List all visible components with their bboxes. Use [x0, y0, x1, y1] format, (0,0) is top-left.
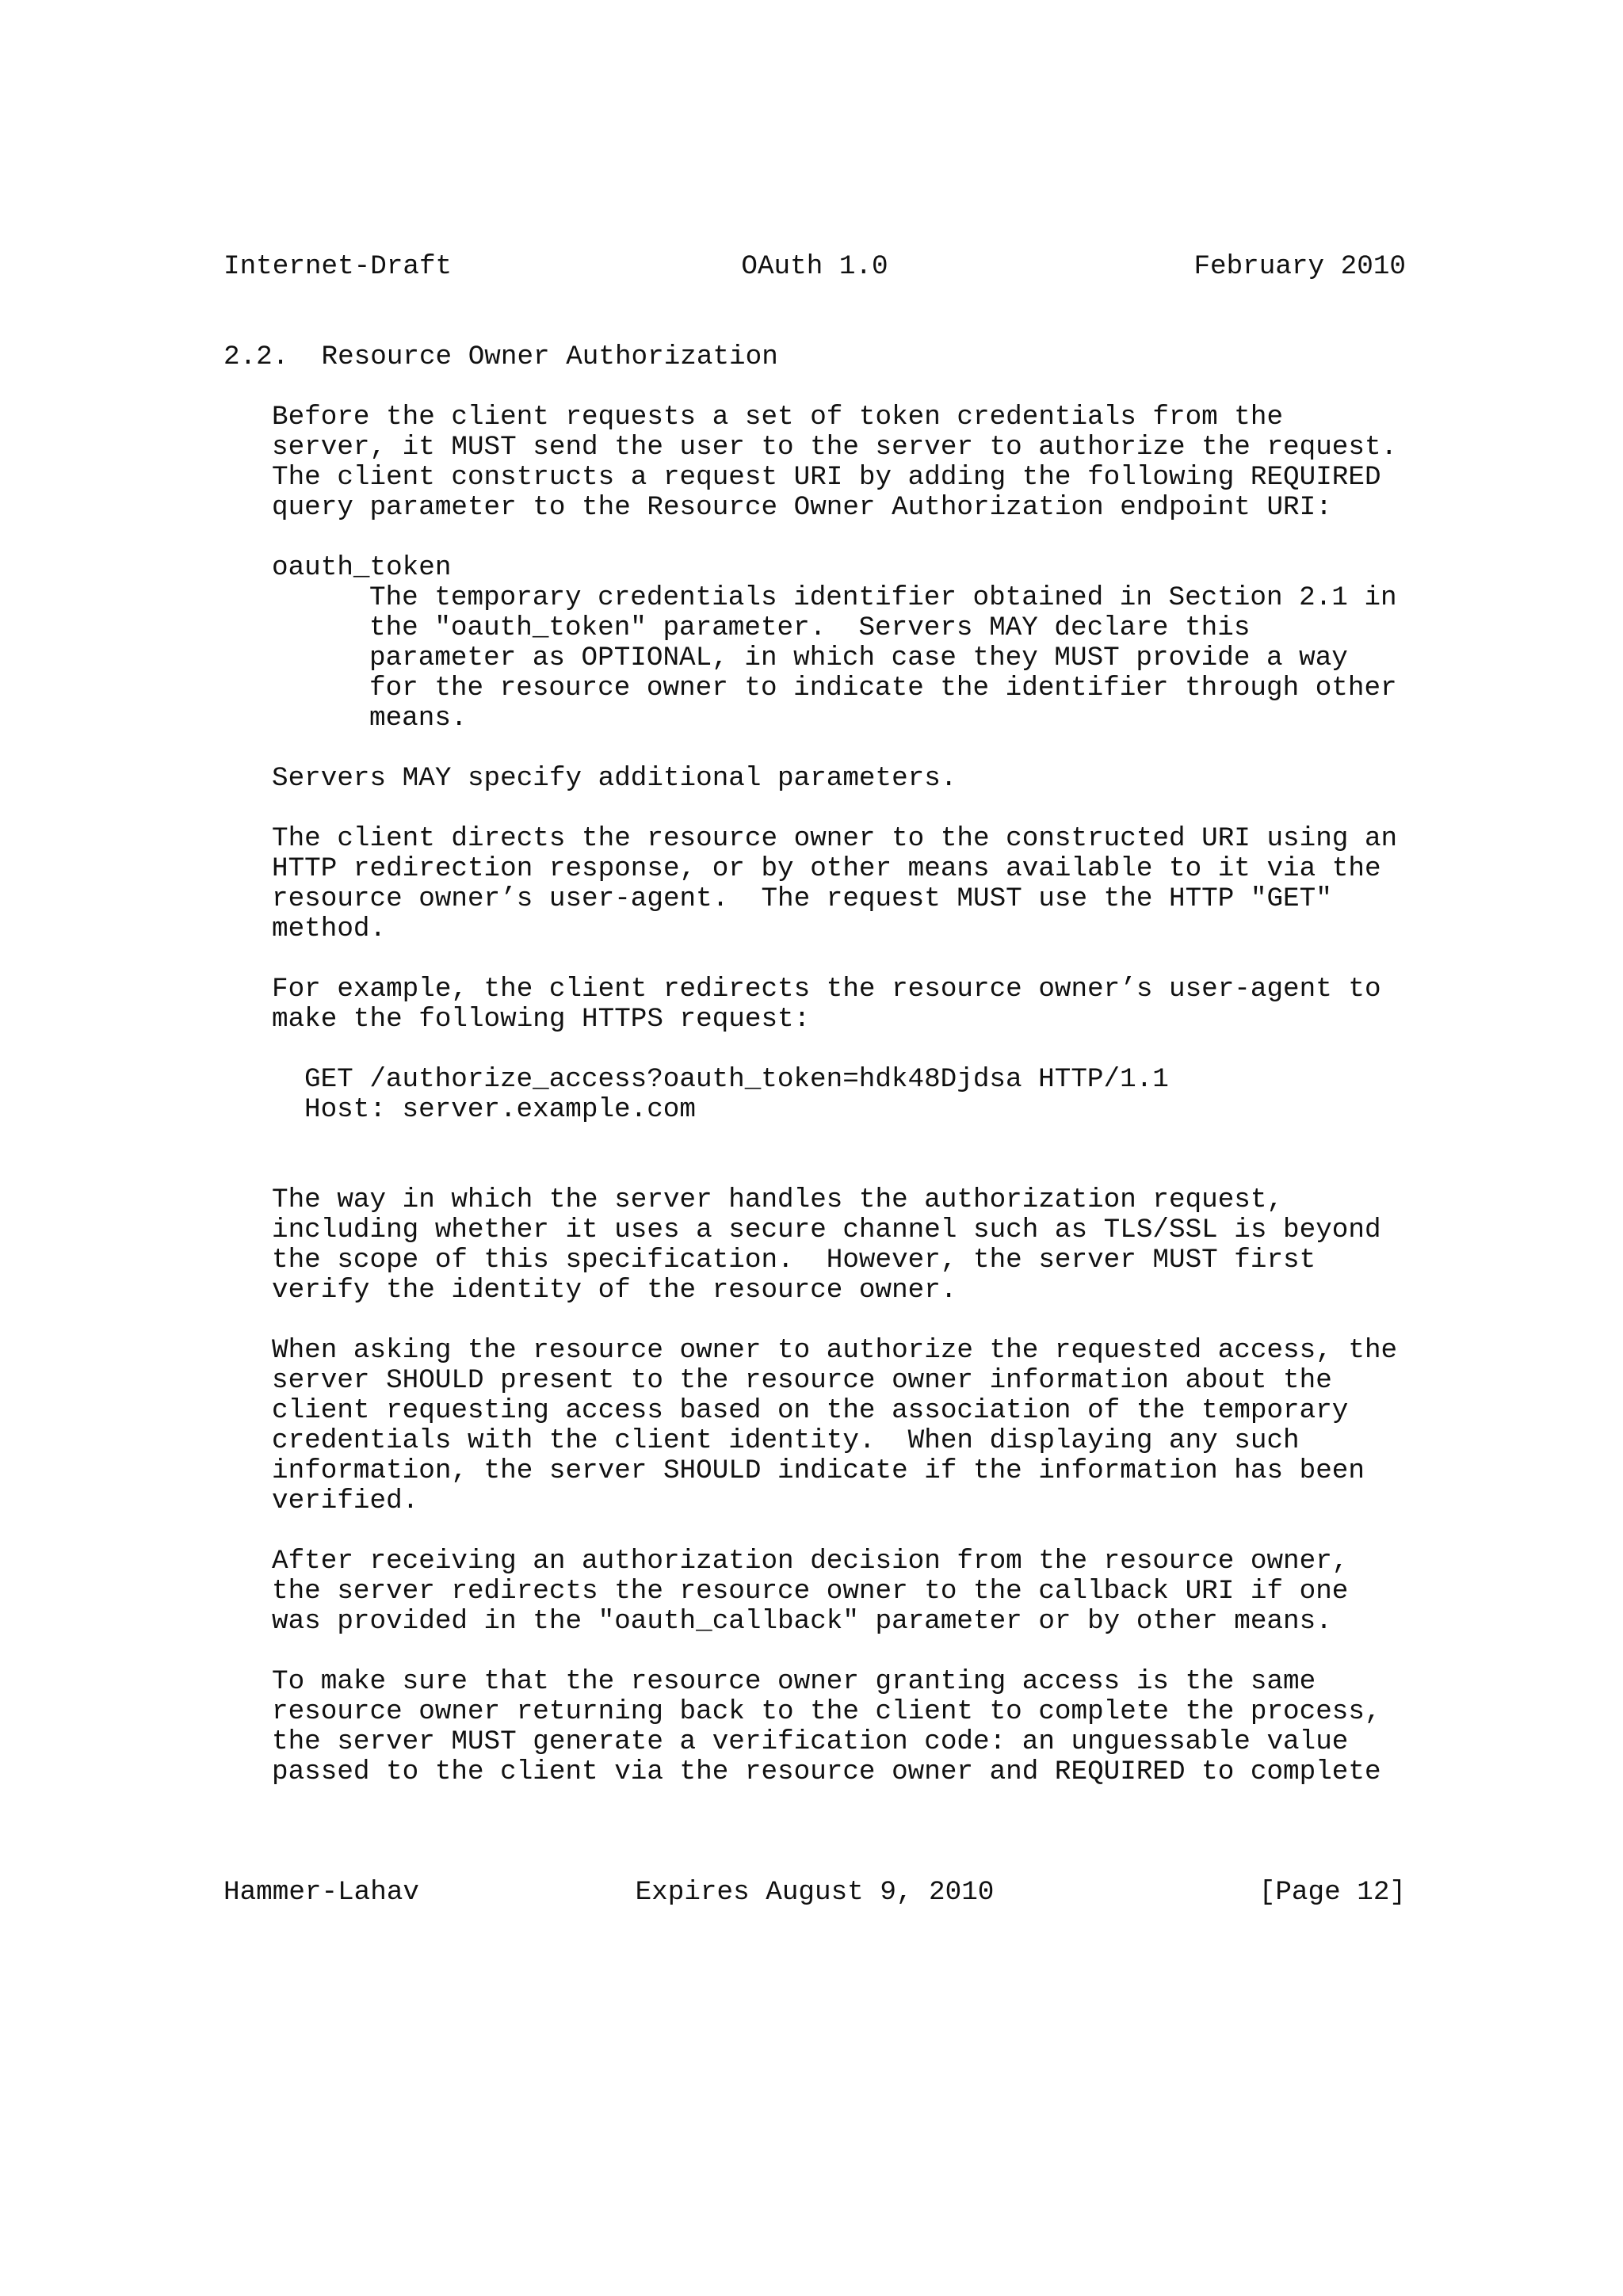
text-line: the scope of this specification. However, the server MUST first	[272, 1245, 1316, 1276]
text-line: credentials with the client identity. When displaying any such	[272, 1425, 1300, 1456]
text-line: server SHOULD present to the resource owner information about the	[272, 1365, 1332, 1396]
parameter-name: oauth_token	[272, 552, 452, 583]
text-line: server, it MUST send the user to the server to authorize the request.	[272, 432, 1398, 463]
text-line: When asking the resource owner to authorize the requested access, the	[272, 1335, 1398, 1366]
header-left: Internet-Draft	[223, 251, 453, 282]
text-line: means.	[369, 703, 468, 734]
header-center: OAuth 1.0	[741, 251, 888, 282]
footer-right: [Page 12]	[1258, 1877, 1406, 1908]
text-line: including whether it uses a secure channel such as TLS/SSL is beyond	[272, 1215, 1381, 1245]
text-line: After receiving an authorization decision from the resource owner,	[272, 1546, 1349, 1577]
header-right: February 2010	[1193, 251, 1406, 282]
text-line: the "oauth_token" parameter. Servers MAY declare this	[369, 612, 1251, 643]
text-line: was provided in the "oauth_callback" parameter or by other means.	[272, 1606, 1332, 1637]
text-line: Before the client requests a set of token credentials from the	[272, 402, 1284, 433]
text-line: resource owner’s user-agent. The request MUST use the HTTP "GET"	[272, 883, 1332, 914]
text-line: method.	[272, 913, 387, 944]
text-line: the server MUST generate a verification code: an unguessable value	[272, 1726, 1349, 1757]
text-line: query parameter to the Resource Owner Authorization endpoint URI:	[272, 492, 1332, 523]
text-line: The way in which the server handles the authorization request,	[272, 1184, 1284, 1215]
footer-center: Expires August 9, 2010	[635, 1877, 995, 1908]
text-line: To make sure that the resource owner granting access is the same	[272, 1666, 1316, 1697]
text-line: verified.	[272, 1486, 419, 1516]
text-line: client requesting access based on the association of the temporary	[272, 1395, 1349, 1426]
text-line: The client directs the resource owner to the constructed URI using an	[272, 823, 1398, 854]
text-line: For example, the client redirects the resource owner’s user-agent to	[272, 974, 1381, 1005]
text-line: resource owner returning back to the client to complete the process,	[272, 1696, 1381, 1727]
text-line: verify the identity of the resource owner.	[272, 1275, 957, 1306]
text-line: Servers MAY specify additional parameters.	[272, 763, 957, 794]
text-line: HTTP redirection response, or by other means available to it via the	[272, 853, 1381, 884]
section-heading: 2.2. Resource Owner Authorization	[223, 341, 778, 372]
text-line: for the resource owner to indicate the identifier through other	[369, 673, 1397, 704]
code-line: Host: server.example.com	[304, 1094, 696, 1125]
text-line: The temporary credentials identifier obtained in Section 2.1 in	[369, 582, 1397, 613]
text-line: passed to the client via the resource owner and REQUIRED to complete	[272, 1756, 1381, 1787]
text-line: The client constructs a request URI by adding the following REQUIRED	[272, 462, 1381, 493]
text-line: the server redirects the resource owner to the callback URI if one	[272, 1576, 1349, 1607]
footer-left: Hammer-Lahav	[223, 1877, 419, 1908]
page-header	[223, 252, 1406, 282]
text-line: parameter as OPTIONAL, in which case they MUST provide a way	[369, 643, 1348, 673]
text-line: make the following HTTPS request:	[272, 1004, 811, 1035]
page-footer	[223, 1878, 1406, 1908]
code-line: GET /authorize_access?oauth_token=hdk48Djdsa HTTP/1.1	[304, 1064, 1169, 1095]
text-line: information, the server SHOULD indicate if the information has been	[272, 1455, 1365, 1486]
